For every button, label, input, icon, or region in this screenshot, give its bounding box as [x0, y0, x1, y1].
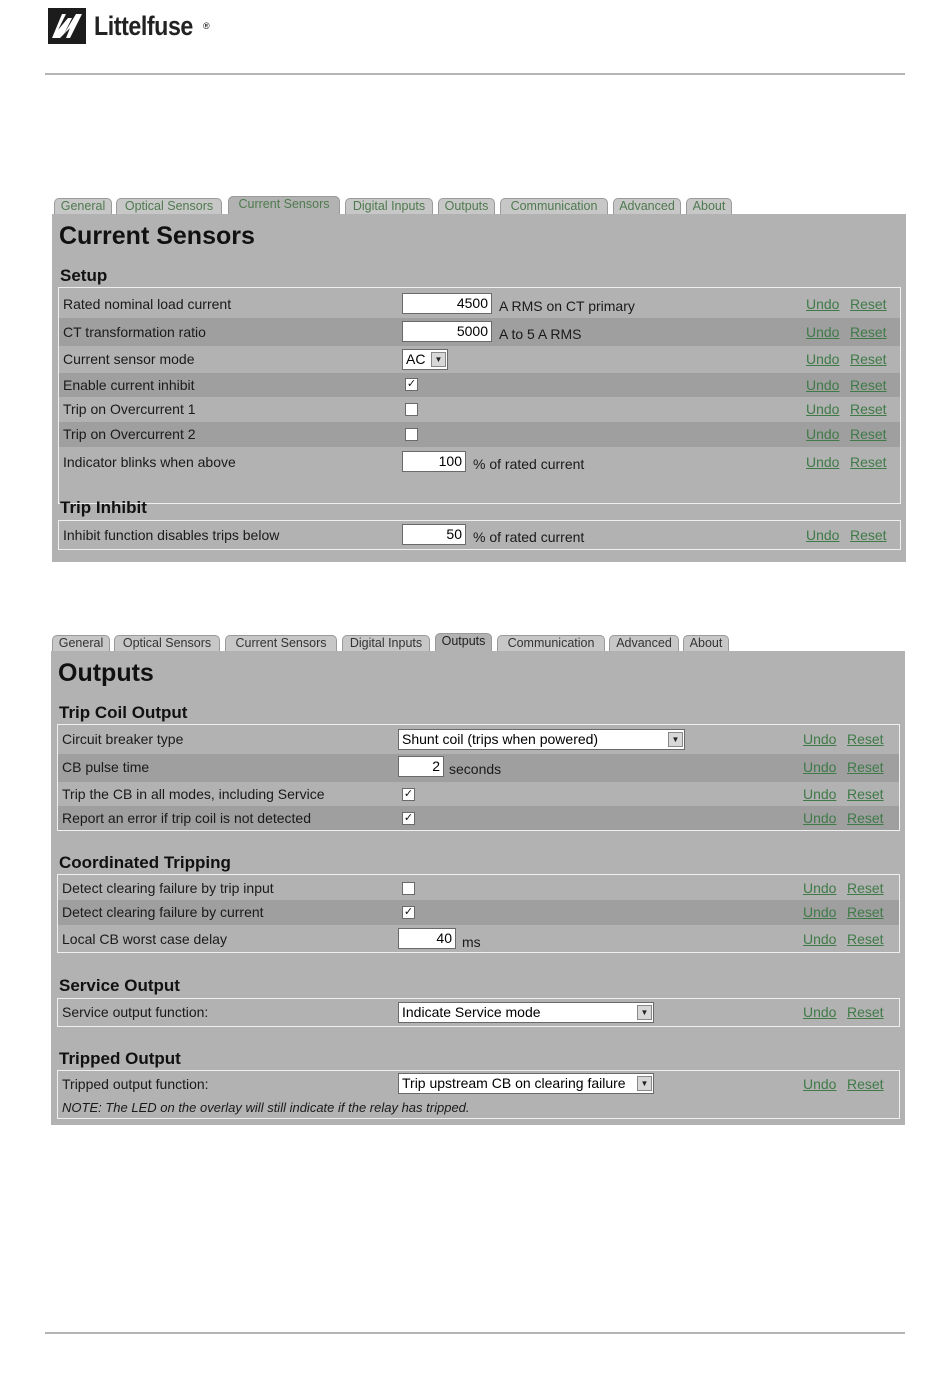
tab-communication[interactable]: Communication — [497, 635, 605, 651]
select-value: Indicate Service mode — [402, 1004, 541, 1020]
breaker-type-select[interactable] — [398, 729, 685, 750]
reset-link[interactable]: Reset — [850, 377, 887, 393]
undo-link[interactable]: Undo — [806, 324, 840, 340]
setting-row — [59, 290, 900, 318]
undo-link[interactable]: Undo — [803, 731, 837, 747]
undo-link[interactable]: Undo — [803, 1076, 837, 1092]
setting-row — [59, 346, 900, 373]
reset-link[interactable]: Reset — [847, 759, 884, 775]
tab-outputs[interactable]: Outputs — [438, 198, 495, 214]
littelfuse-logo-icon — [48, 8, 86, 44]
undo-link[interactable]: Undo — [803, 786, 837, 802]
setting-row — [58, 806, 899, 830]
tripped-box — [57, 1070, 900, 1119]
undo-link[interactable]: Undo — [803, 1004, 837, 1020]
setting-row — [58, 925, 899, 952]
undo-link[interactable]: Undo — [803, 880, 837, 896]
setting-label: Report an error if trip coil is not detected — [62, 810, 312, 826]
tab-advanced[interactable]: Advanced — [613, 198, 681, 214]
coordinated-box — [57, 874, 900, 953]
select-value: Shunt coil (trips when powered) — [402, 731, 599, 747]
setting-row — [58, 726, 899, 754]
service-function-select[interactable] — [398, 1002, 654, 1023]
section-heading-trip-inhibit: Trip Inhibit — [60, 498, 147, 517]
reset-link[interactable]: Reset — [847, 786, 884, 802]
tab-optical-sensors[interactable]: Optical Sensors — [114, 635, 220, 651]
setting-row — [58, 876, 899, 900]
reset-link[interactable]: Reset — [847, 931, 884, 947]
sensor-mode-select[interactable] — [402, 349, 448, 370]
header-rule — [45, 73, 905, 75]
setting-label: Local CB worst case delay — [62, 931, 227, 947]
tab-outputs[interactable]: Outputs — [435, 633, 492, 651]
undo-link[interactable]: Undo — [803, 904, 837, 920]
setting-label: CB pulse time — [62, 759, 150, 775]
section-heading-coordinated-tripping: Coordinated Tripping — [59, 853, 231, 872]
tab-about[interactable]: About — [686, 198, 732, 214]
reset-link[interactable]: Reset — [850, 324, 887, 340]
undo-link[interactable]: Undo — [806, 426, 840, 442]
registered-mark: ® — [203, 21, 210, 31]
service-box — [57, 998, 900, 1027]
setting-label: Circuit breaker type — [62, 731, 184, 747]
setting-row — [59, 521, 900, 549]
ct-ratio-input[interactable]: 5000 — [402, 321, 492, 342]
page-title: Current Sensors — [59, 222, 255, 250]
section-heading-setup: Setup — [60, 266, 108, 285]
undo-link[interactable]: Undo — [803, 810, 837, 826]
footer-rule — [45, 1332, 905, 1334]
undo-link[interactable]: Undo — [806, 296, 840, 312]
setting-row — [58, 782, 899, 806]
unit-label: % of rated current — [473, 456, 585, 472]
reset-link[interactable]: Reset — [850, 454, 887, 470]
trip-coil-box — [57, 724, 900, 831]
setting-label: Inhibit function disables trips below — [63, 527, 280, 543]
brand-name: Littelfuse — [94, 10, 193, 41]
tab-current-sensors[interactable]: Current Sensors — [225, 635, 337, 651]
setting-row — [58, 1071, 899, 1098]
tab-optical-sensors[interactable]: Optical Sensors — [116, 198, 222, 214]
report-error-checkbox[interactable]: ✓ — [403, 812, 414, 824]
setting-label: Rated nominal load current — [63, 296, 232, 312]
undo-link[interactable]: Undo — [803, 759, 837, 775]
tab-general[interactable]: General — [54, 198, 112, 214]
select-value: Trip upstream CB on clearing failure — [402, 1075, 626, 1091]
setting-row — [59, 447, 900, 477]
tab-digital-inputs[interactable]: Digital Inputs — [345, 198, 433, 214]
detect-by-current-checkbox[interactable]: ✓ — [403, 906, 414, 918]
section-heading-tripped-output: Tripped Output — [59, 1049, 181, 1068]
undo-link[interactable]: Undo — [806, 527, 840, 543]
reset-link[interactable]: Reset — [847, 904, 884, 920]
tab-current-sensors[interactable]: Current Sensors — [228, 196, 340, 214]
select-value: AC — [406, 351, 426, 367]
overcurrent2-checkbox[interactable] — [405, 428, 418, 441]
overcurrent1-checkbox[interactable] — [405, 403, 418, 416]
setting-label: Detect clearing failure by current — [62, 904, 264, 920]
setting-row — [58, 900, 899, 925]
tab-bar — [51, 633, 905, 651]
unit-label: seconds — [449, 761, 502, 777]
panel-body — [52, 214, 906, 562]
setting-label: Service output function: — [62, 1004, 209, 1020]
setting-row — [59, 318, 900, 346]
undo-link[interactable]: Undo — [806, 351, 840, 367]
chevron-down-icon[interactable]: ▼ — [668, 732, 683, 747]
setting-row — [59, 373, 900, 397]
led-note: NOTE: The LED on the overlay will still indicate if the relay has tripped. — [62, 1100, 470, 1115]
reset-link[interactable]: Reset — [850, 527, 887, 543]
rated-current-input[interactable]: 4500 — [402, 293, 492, 314]
setting-label: CT transformation ratio — [63, 324, 206, 340]
reset-link[interactable]: Reset — [850, 296, 887, 312]
setting-label: Indicator blinks when above — [63, 454, 236, 470]
current-sensors-screenshot — [52, 196, 906, 562]
tab-about[interactable]: About — [683, 635, 729, 651]
cb-pulse-time-input[interactable]: 2 — [398, 756, 444, 777]
tab-digital-inputs[interactable]: Digital Inputs — [342, 635, 430, 651]
reset-link[interactable]: Reset — [847, 810, 884, 826]
setting-label: Detect clearing failure by trip input — [62, 880, 274, 896]
reset-link[interactable]: Reset — [850, 426, 887, 442]
reset-link[interactable]: Reset — [847, 731, 884, 747]
outputs-screenshot — [51, 633, 905, 1125]
unit-label: ms — [462, 934, 481, 950]
unit-label: % of rated current — [473, 529, 585, 545]
reset-link[interactable]: Reset — [847, 1076, 884, 1092]
detect-by-trip-input-checkbox[interactable] — [402, 882, 415, 895]
reset-link[interactable]: Reset — [847, 880, 884, 896]
reset-link[interactable]: Reset — [847, 1004, 884, 1020]
tab-advanced[interactable]: Advanced — [609, 635, 679, 651]
enable-inhibit-checkbox[interactable]: ✓ — [406, 378, 417, 390]
chevron-down-icon[interactable]: ▼ — [431, 352, 446, 367]
undo-link[interactable]: Undo — [806, 401, 840, 417]
undo-link[interactable]: Undo — [806, 377, 840, 393]
unit-label: A RMS on CT primary — [499, 298, 635, 314]
reset-link[interactable]: Reset — [850, 401, 887, 417]
brand-logo — [48, 8, 210, 44]
tab-bar — [52, 196, 906, 214]
indicator-threshold-input[interactable]: 100 — [402, 451, 466, 472]
inhibit-threshold-input[interactable]: 50 — [402, 524, 466, 545]
setting-row — [59, 422, 900, 447]
setting-label: Tripped output function: — [62, 1076, 209, 1092]
setting-row — [58, 999, 899, 1026]
setting-row — [59, 397, 900, 422]
setting-label: Current sensor mode — [63, 351, 195, 367]
trip-inhibit-box — [58, 520, 901, 550]
setup-box — [58, 287, 901, 504]
chevron-down-icon[interactable]: ▼ — [637, 1005, 652, 1020]
page-title: Outputs — [58, 659, 154, 687]
setting-label: Trip on Overcurrent 1 — [63, 401, 196, 417]
reset-link[interactable]: Reset — [850, 351, 887, 367]
unit-label: A to 5 A RMS — [499, 326, 582, 342]
setting-label: Trip on Overcurrent 2 — [63, 426, 196, 442]
worst-case-delay-input[interactable]: 40 — [398, 928, 456, 949]
chevron-down-icon[interactable]: ▼ — [637, 1076, 652, 1091]
trip-all-modes-checkbox[interactable]: ✓ — [403, 788, 414, 800]
undo-link[interactable]: Undo — [803, 931, 837, 947]
section-heading-trip-coil: Trip Coil Output — [59, 703, 188, 722]
panel-body — [51, 651, 905, 1125]
setting-label: Enable current inhibit — [63, 377, 195, 393]
tab-communication[interactable]: Communication — [500, 198, 608, 214]
setting-label: Trip the CB in all modes, including Service — [62, 786, 325, 802]
setting-row — [58, 754, 899, 782]
tripped-function-select[interactable] — [398, 1073, 654, 1094]
undo-link[interactable]: Undo — [806, 454, 840, 470]
section-heading-service-output: Service Output — [59, 976, 180, 995]
tab-general[interactable]: General — [52, 635, 110, 651]
